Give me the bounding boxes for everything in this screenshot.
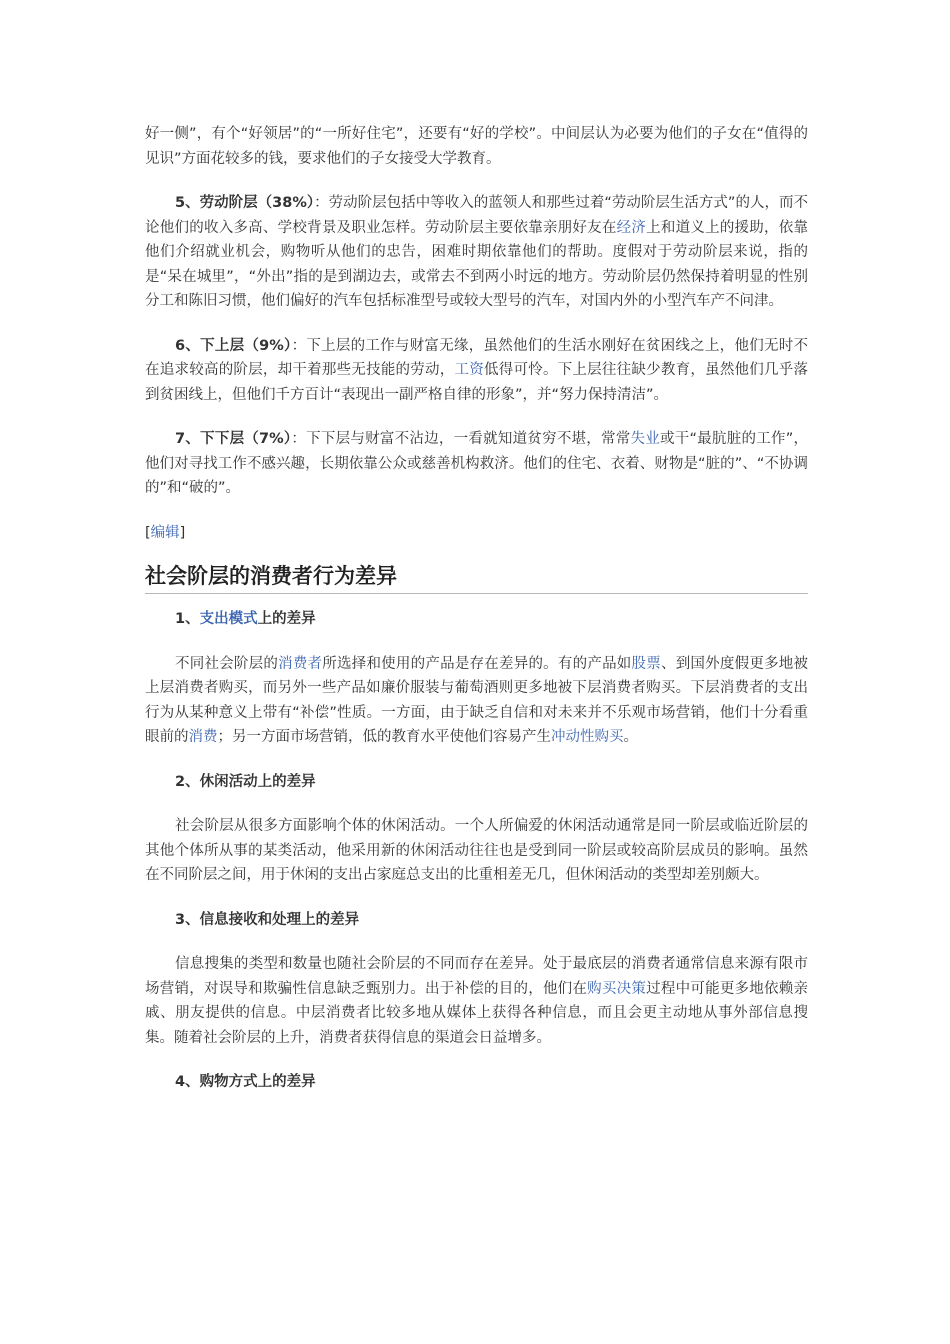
link-purchase-decision[interactable]: 购买决策 — [587, 980, 647, 997]
subheading-spending-pattern: 1、支出模式上的差异 — [175, 611, 316, 627]
paragraph-middle-class-tail: 好一侧”，有个“好领居”的“一所好住宅”，还要有“好的学校”。中间层认为必要为他们的子女在“值得的见识”方面花较多的钱，要求他们的子女接受大学教育。 — [145, 126, 808, 167]
link-stocks[interactable]: 股票 — [631, 655, 661, 672]
link-unemployment[interactable]: 失业 — [630, 431, 661, 447]
link-impulse-buying[interactable]: 冲动性购买 — [551, 729, 624, 745]
link-economy[interactable]: 经济 — [616, 219, 647, 236]
edit-link[interactable]: 编辑 — [150, 524, 180, 541]
link-consumer[interactable]: 消费者 — [278, 655, 323, 672]
link-consumption[interactable]: 消费 — [188, 729, 218, 745]
paragraph-information: 信息搜集的类型和数量也随社会阶层的不同而存在差异。处于最底层的消费者通常信息来源有限市场营销，对误导和欺骗性信息缺乏甄别力。出于补偿的目的，他们在购买决策过程中可能更多地依赖亲戚、朋友提供的信息。中层消费者比较多地从媒体上获得各种信息，而且会更主动地从事外部信息搜集。随着社会阶层的上升，消费者获得信息的渠道会日益增多。 — [145, 956, 809, 1046]
edit-section-link: [编辑] — [145, 524, 186, 541]
paragraph-working-class: 5、劳动阶层（38%）：劳动阶层包括中等收入的蓝领人和那些过着“劳动阶层生活方式”的人，而不论他们的收入多高、学校背景及职业怎样。劳动阶层主要依靠亲朋好友在经济上和道义上的援助，依靠他们介绍就业机会，购物听从他们的忠告，困难时期依靠他们的帮助。度假对于劳动阶层来说，指的是“呆在城里”，“外出”指的是到湖边去，或常去不到两小时远的地方。劳动阶层仍然保持着明显的性别分工和陈旧习惯，他们偏好的汽车包括标准型号或较大型号的汽车，对国内外的小型汽车产不问津。 — [145, 195, 809, 309]
link-spending-pattern[interactable]: 支出模式 — [199, 611, 258, 627]
heading-working-class: 5、劳动阶层（38%） — [175, 195, 315, 211]
subheading-leisure: 2、休闲活动上的差异 — [175, 773, 316, 790]
subheading-shopping-style: 4、购物方式上的差异 — [175, 1074, 316, 1090]
paragraph-upper-lower-class: 6、下上层（9%）：下上层的工作与财富无缘，虽然他们的生活水刚好在贫困线之上，他们无时不在追求较高的阶层，却干着那些无技能的劳动，工资低得可怜。下上层往往缺少教育，虽然他们几乎落到贫困线上，但他们千方百计“表现出一副严格自律的形象”，并“努力保持清洁”。 — [145, 337, 809, 403]
section-title: 社会阶层的消费者行为差异 — [145, 561, 808, 594]
heading-upper-lower-class: 6、下上层（9%） — [175, 337, 292, 354]
paragraph-leisure: 社会阶层从很多方面影响个体的休闲活动。一个人所偏爱的休闲活动通常是同一阶层或临近阶层的其他个体所从事的某类活动，他采用新的休闲活动往往也是受到同一阶层或较高阶层成员的影响。虽然在不同阶层之间，用于休闲的支出占家庭总支出的比重相差无几，但休闲活动的类型却差别颇大。 — [145, 818, 808, 883]
article-body — [145, 122, 808, 1115]
link-wages[interactable]: 工资 — [454, 362, 484, 378]
paragraph-spending-pattern: 不同社会阶层的消费者所选择和使用的产品是存在差异的。有的产品如股票、到国外度假更多地被上层消费者购买，而另外一些产品如廉价服装与葡萄酒则更多地被下层消费者购买。下层消费者的支出行为从某种意义上带有“补偿”性质。一方面，由于缺乏自信和对未来并不乐观市场营销，他们十分看重眼前的消费；另一方面市场营销，低的教育水平使他们容易产生冲动性购买。 — [145, 655, 809, 745]
subheading-information: 3、信息接收和处理上的差异 — [175, 911, 360, 928]
paragraph-lower-lower-class: 7、下下层（7%）：下下层与财富不沾边，一看就知道贫穷不堪，常常失业或干“最肮脏的工作”，他们对寻找工作不感兴趣，长期依靠公众或慈善机构救济。他们的住宅、衣着、财物是“脏的”、“不协调的”和“破的”。 — [145, 431, 809, 496]
heading-lower-lower-class: 7、下下层（7%） — [175, 431, 292, 447]
